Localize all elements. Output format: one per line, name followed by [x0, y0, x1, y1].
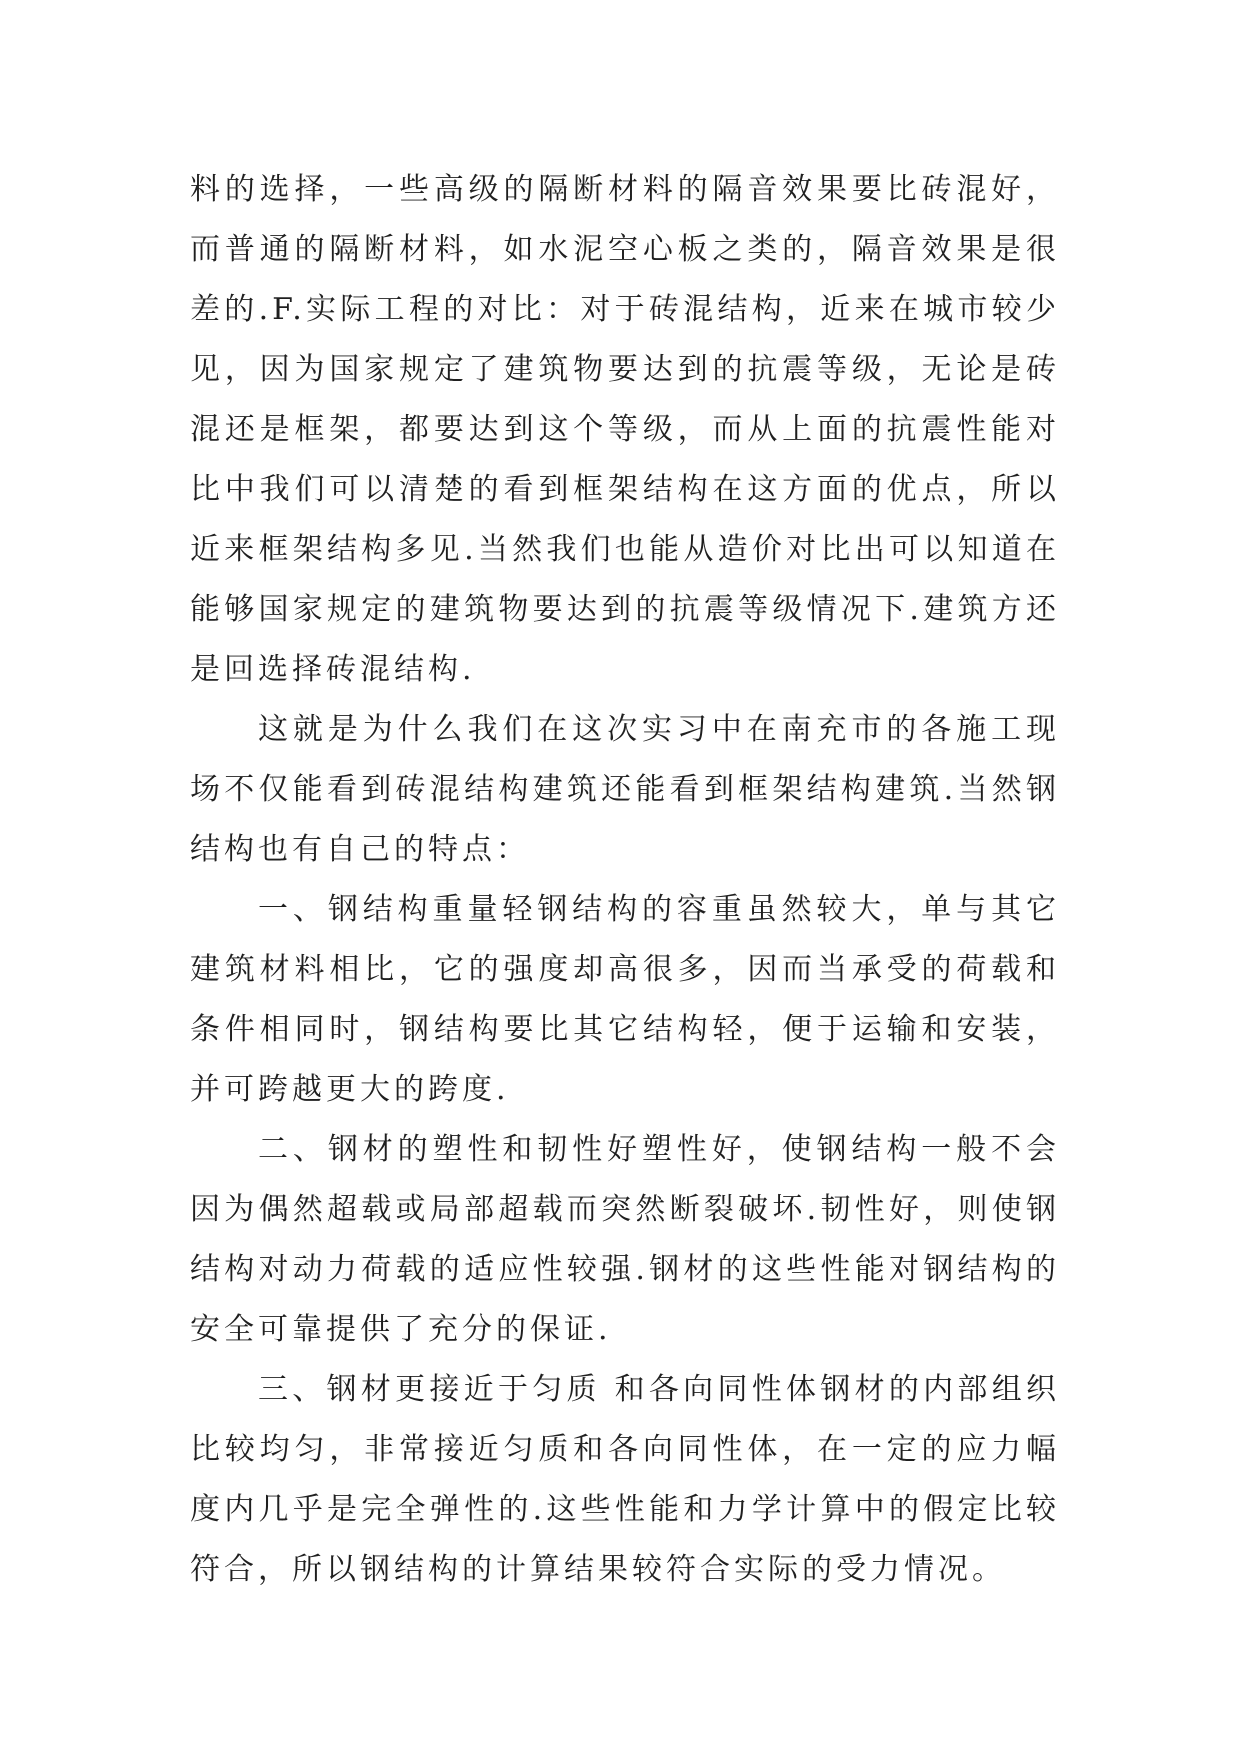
paragraph-2: 这就是为什么我们在这次实习中在南充市的各施工现场不仅能看到砖混结构建筑还能看到框架结构建筑.当然钢结构也有自己的特点： [190, 712, 1060, 867]
document-body [190, 160, 1060, 1600]
paragraph-4: 二、钢材的塑性和韧性好塑性好，使钢结构一般不会因为偶然超载或局部超载而突然断裂破坏.韧性好，则使钢结构对动力荷载的适应性较强.钢材的这些性能对钢结构的安全可靠提供了充分的保证. [190, 1132, 1060, 1347]
paragraph-1: 料的选择，一些高级的隔断材料的隔音效果要比砖混好，而普通的隔断材料，如水泥空心板之类的，隔音效果是很差的.F.实际工程的对比：对于砖混结构，近来在城市较少见，因为国家规定了建筑物要达到的抗震等级，无论是砖混还是框架，都要达到这个等级，而从上面的抗震性能对比中我们可以清楚的看到框架结构在这方面的优点，所以近来框架结构多见.当然我们也能从造价对比出可以知道在能够国家规定的建筑物要达到的抗震等级情况下.建筑方还是回选择砖混结构. [190, 172, 1060, 687]
paragraph-3: 一、钢结构重量轻钢结构的容重虽然较大，单与其它建筑材料相比，它的强度却高很多，因而当承受的荷载和条件相同时，钢结构要比其它结构轻，便于运输和安装，并可跨越更大的跨度. [190, 892, 1060, 1107]
paragraph-5: 三、钢材更接近于匀质 和各向同性体钢材的内部组织比较均匀，非常接近匀质和各向同性体，在一定的应力幅度内几乎是完全弹性的.这些性能和力学计算中的假定比较符合，所以钢结构的计算结果较符合实际的受力情况。 [190, 1372, 1060, 1587]
